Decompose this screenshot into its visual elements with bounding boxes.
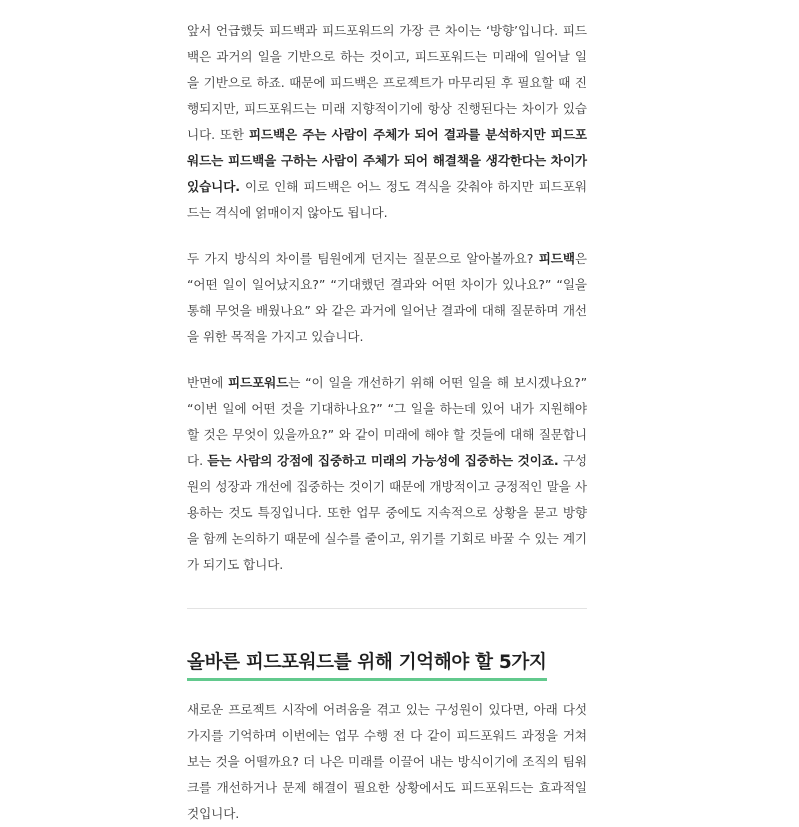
emphasis-text: 피드백	[538, 251, 575, 266]
paragraph-questions	[187, 246, 587, 350]
paragraph-feedforward	[187, 370, 587, 578]
article-body	[187, 18, 587, 827]
paragraph-text: 이로 인해 피드백은 어느 정도 격식을 갖춰야 하지만 피드포워드는 격식에 얽매이지 않아도 됩니다.	[187, 179, 587, 220]
emphasis-text: 피드백은 주는 사람이 주체가 되어 결과를 분석하지만 피드포워드는 피드백을 구하는 사람이 주체가 되어 해결책을 생각한다는 차이가 있습니다.	[187, 127, 587, 194]
section-divider	[187, 608, 587, 609]
paragraph-text: 는 “이 일을 개선하기 위해 어떤 일을 해 보시겠나요?” “이번 일에 어떤 것을 기대하나요?” “그 일을 하는데 있어 내가 지원해야 할 것은 무엇이 있을까요?” 와 같이 미래에 해야 할 것들에 대해 질문합니다.	[187, 375, 587, 468]
emphasis-text: 듣는 사람의 강점에 집중하고 미래의 가능성에 집중하는 것이죠.	[207, 453, 559, 468]
section-heading-wrapper	[187, 635, 587, 674]
paragraph-intro: 새로운 프로젝트 시작에 어려움을 겪고 있는 구성원이 있다면, 아래 다섯 가지를 기억하며 이번에는 업무 수행 전 다 같이 피드포워드 과정을 거쳐보는 것을 어떨까요? 더 나은 미래를 이끌어 내는 방식이기에 조직의 팀워크를 개선하거나 문제 해결이 필요한 상황에서도 피드포워드는 효과적일 것입니다.	[187, 702, 587, 821]
paragraph-text: 구성원의 성장과 개선에 집중하는 것이기 때문에 개방적이고 긍정적인 말을 사용하는 것도 특징입니다. 또한 업무 중에도 지속적으로 상황을 묻고 방향을 함께 논의하기 때문에 실수를 줄이고, 위기를 기회로 바꿀 수 있는 계기가 되기도 합니다.	[187, 453, 587, 572]
paragraph-text: 반면에	[187, 375, 228, 390]
section-heading: 올바른 피드포워드를 위해 기억해야 할 5가지	[187, 650, 547, 681]
paragraph-difference	[187, 18, 587, 226]
paragraph-text: 은 “어떤 일이 일어났지요?” “기대했던 결과와 어떤 차이가 있나요?” “일을 통해 무엇을 배웠나요” 와 같은 과거에 일어난 결과에 대해 질문하며 개선을 위한 목적을 가지고 있습니다.	[187, 251, 587, 344]
paragraph-text: 앞서 언급했듯 피드백과 피드포워드의 가장 큰 차이는 ‘방향’입니다. 피드백은 과거의 일을 기반으로 하는 것이고, 피드포워드는 미래에 일어날 일을 기반으로 하죠. 때문에 피드백은 프로젝트가 마무리된 후 필요할 때 진행되지만, 피드포워드는 미래 지향적이기에 항상 진행된다는 차이가 있습니다. 또한	[187, 23, 587, 142]
paragraph-text: 두 가지 방식의 차이를 팀원에게 던지는 질문으로 알아볼까요?	[187, 251, 539, 266]
emphasis-text: 피드포워드	[227, 375, 289, 390]
